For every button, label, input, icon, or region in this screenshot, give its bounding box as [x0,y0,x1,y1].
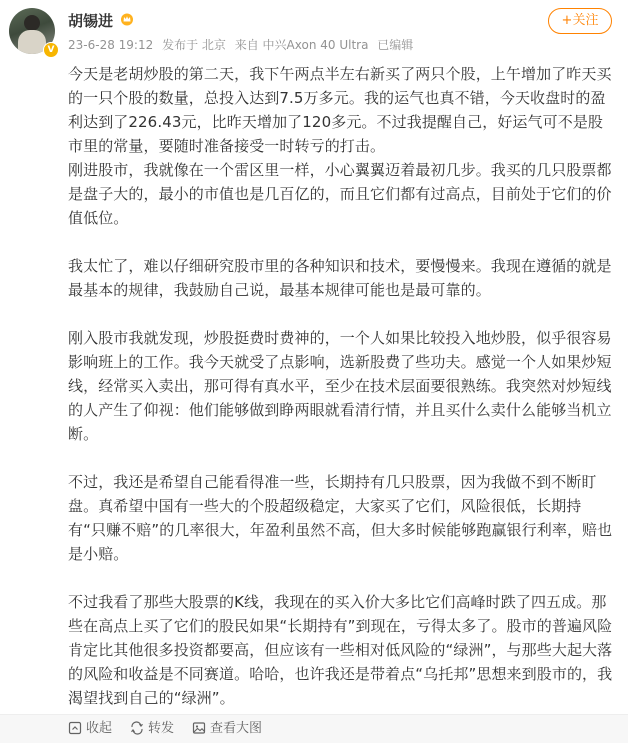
author-name[interactable]: 胡锡进 [68,12,114,30]
collapse-button[interactable] [68,721,112,737]
view-image-button[interactable] [192,721,262,737]
repost-icon [130,721,144,735]
post-paragraph: 不过我看了那些大股票的K线，我现在的买入价大多比它们高峰时跌了四五成。那些在高点上买了它们的股民如果“长期持有”到现在，亏得太多了。股市的普遍风险肯定比其他很多投资都要高，但应该有一些相对低风险的“绿洲”，与那些大起大落的风险和收益是不同赛道。哈哈，也许我还是带着点“乌托邦”思想来到股市的，我渴望找到自己的“绿洲”。 [68,593,613,707]
avatar-head [24,15,40,31]
post-paragraph: 刚入股市我就发现，炒股挺费时费神的，一个人如果比较投入地炒股，似乎很容易影响班上的工作。我今天就受了点影响，选新股费了些功夫。感觉一个人如果炒短线，经常买入卖出，那可得有真水平，至少在技术层面要很熟练。我突然对炒短线的人产生了仰视：他们能够做到睁两眼就看清行情，并且买什么卖什么能够当机立断。 [68,329,612,443]
avatar-body [18,30,46,54]
view-image-label: 查看大图 [210,721,263,736]
post-paragraph: 不过，我还是希望自己能看得准一些，长期持有几只股票，因为我做不到不断盯盘。真希望中国有一些大的个股超级稳定，大家买了它们，风险很低，长期持有“只赚不赔”的几率很大，年盈利虽然不高，但大多时候能够跑赢银行利率，赔也是小赔。 [68,473,613,563]
post-meta [68,36,418,53]
post-datetime[interactable]: 23-6-28 19:12 [68,38,154,52]
collapse-label: 收起 [86,721,113,736]
action-bar [0,714,628,743]
post-content [68,62,614,734]
post-device: 来自 中兴Axon 40 Ultra [234,38,369,52]
repost-button[interactable] [130,721,174,737]
repost-label: 转发 [148,721,175,736]
post-paragraph: 我太忙了，难以仔细研究股市里的各种知识和技术，要慢慢来。我现在遵循的就是最基本的规律，我鼓励自己说，最基本规律可能也是最可靠的。 [68,257,612,299]
post-location: 发布于 北京 [162,38,226,52]
post-paragraph: 刚进股市，我就像在一个雷区里一样，小心翼翼迈着最初几步。我买的几只股票都是盘子大的，最小的市值也是几百亿的，而且它们都有过高点，目前处于它们的价值低位。 [68,161,612,227]
follow-button[interactable]: +关注 [548,8,612,34]
crown-icon [120,12,134,26]
collapse-icon [68,721,82,735]
image-icon [192,721,206,735]
post-header [0,0,628,62]
edited-label[interactable]: 已编辑 [377,38,414,52]
verified-badge-icon: V [43,42,59,58]
post-paragraph: 今天是老胡炒股的第二天，我下午两点半左右新买了两只个股，上午增加了昨天买的一只个股的数量，总投入达到7.5万多元。我的运气也真不错，今天收盘时的盈利达到了226.43元，比昨天增加了120多元。不过我提醒自己，好运气可不是股市里的常量，要随时准备接受一时转亏的打击。 [68,65,612,155]
